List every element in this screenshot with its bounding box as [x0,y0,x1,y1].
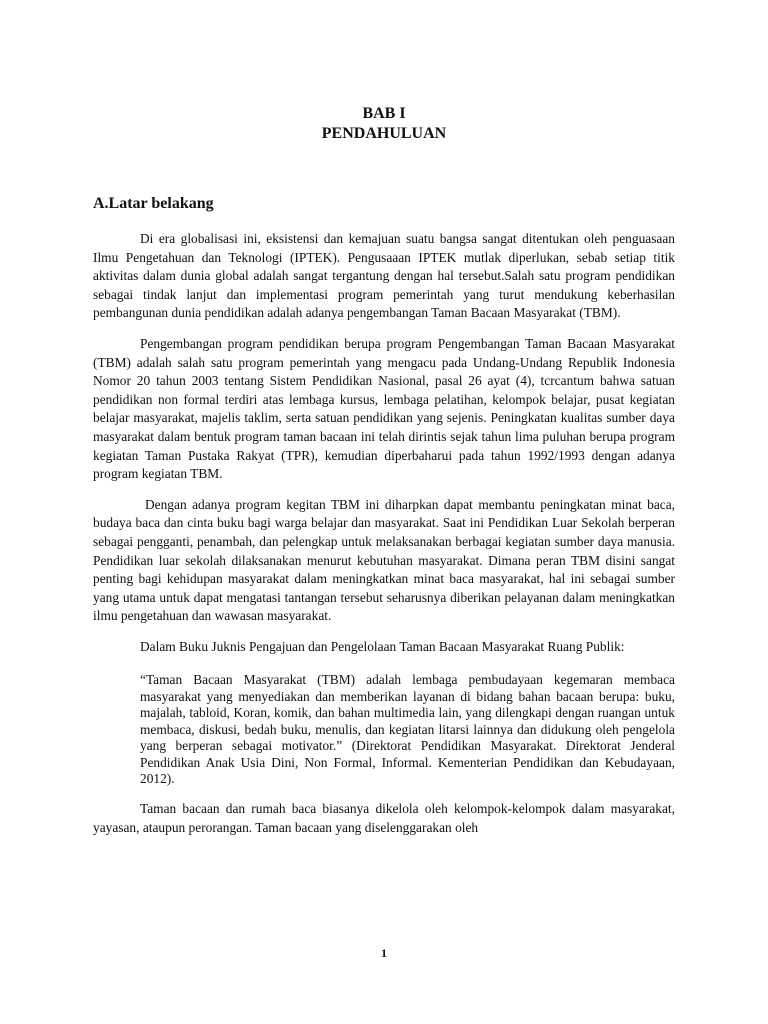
chapter-title: PENDAHULUAN [321,125,447,142]
page-number: 1 [381,946,387,960]
section-heading: A.Latar belakang [93,195,214,212]
document-page [93,104,675,849]
paragraph-5: Taman bacaan dan rumah baca biasanya dikelola oleh kelompok-kelompok dalam masyarakat, yayasan, ataupun perorangan. Taman bacaan yang diselenggarakan oleh [93,800,675,835]
paragraph-4: Dalam Buku Juknis Pengajuan dan Pengelolaan Taman Bacaan Masyarakat Ruang Publik: [140,638,625,654]
chapter-number: BAB I [362,105,406,122]
block-quote: “Taman Bacaan Masyarakat (TBM) adalah lembaga pembudayaan kegemaran membaca masyarakat yang menyediakan dan memberikan layanan di bidang bahan bacaan berupa: buku, majalah, tabloid, Koran, komik, dan bahan multimedia lain, yang dilengkapi dengan ruangan untuk membaca, diskusi, bedah buku, menulis, dan kegiatan litarsi lainnya dan didukung oleh pengelola yang berperan sebagai motivator.” (Direktorat Pendidikan Masyarakat. Direktorat Jenderal Pendidikan Anak Usia Dini, Non Formal, Informal. Kementerian Pendidikan dan Kebudayaan, 2012). [140,672,675,787]
paragraph-1: Di era globalisasi ini, eksistensi dan kemajuan suatu bangsa sangat ditentukan oleh penguasaan Ilmu Pengetahuan dan Teknologi (IPTEK). Pengusaaan IPTEK mutlak diperlukan, sebab setiap titik aktivitas dalam dunia global adalah sangat tergantung dengan hal tersebut.Salah satu program pendidikan sebagai tindak lanjut dan implementasi program pemerintah yang turut mendukung keberhasilan pembangunan dunia pendidikan adalah adanya pengembangan Taman Bacaan Masyarakat (TBM). [93,231,675,321]
paragraph-3: Dengan adanya program kegitan TBM ini diharpkan dapat membantu peningkatan minat baca, budaya baca dan cinta buku bagi warga belajar dan masyarakat. Saat ini Pendidikan Luar Sekolah berperan sebagai pengganti, penambah, dan pelengkap untuk melaksanakan berbagai kegiatan sumber daya manusia. Pendidikan luar sekolah dilaksanakan menurut kebutuhan masyarakat. Dimana peran TBM disini sangat penting bagi kehidupan masyarakat dalam meningkatkan minat baca masyarakat, hal ini sebagai sumber yang utama untuk dapat mengatasi tantangan tersebut seharusnya diberikan pelayanan dalam meningkatkan ilmu pengetahuan dan wawasan masyarakat. [93,496,675,624]
paragraph-2: Pengembangan program pendidikan berupa program Pengembangan Taman Bacaan Masyarakat (TBM) adalah salah satu program pemerintah yang mengacu pada Undang-Undang Republik Indonesia Nomor 20 tahun 2003 tentang Sistem Pendidikan Nasional, pasal 26 ayat (4), tcrcantum bahwa satuan pendidikan non formal terdiri atas lembaga kursus, lembaga pelatihan, kelompok belajar, pusat kegiatan belajar masyarakat, majelis taklim, serta satuan pendidikan yang sejenis. Peningkatan kualitas sumber daya masyarakat dalam bentuk program taman bacaan ini telah dirintis sejak tahun lima puluhan berupa program kegiatan Taman Pustaka Rakyat (TPR), kemudian diperbaharui pada tahun 1992/1993 dengan adanya program kegiatan TBM. [93,335,675,482]
